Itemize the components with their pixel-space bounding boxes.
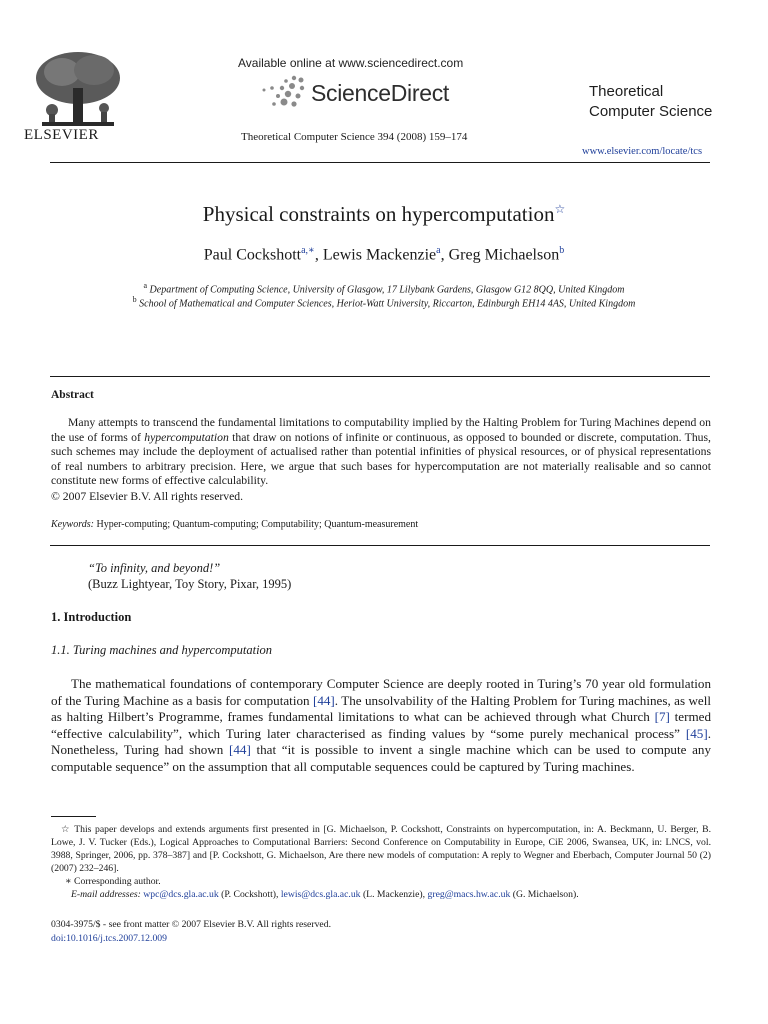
doi-link[interactable]: doi:10.1016/j.tcs.2007.12.009 <box>51 933 167 944</box>
author-name: Paul Cockshott <box>203 246 302 264</box>
paper-title: Physical constraints on hypercomputation☆ <box>202 202 566 226</box>
body-paragraph: The mathematical foundations of contemporary Computer Science are deeply rooted in Turing’s 70 year old formulation of the Turing Machine as a basis for computation [44]. The unsolvability of the Halting Problem for Turing machines, as well as halting Hilbert’s Programme, frames fundamental limitations to what can be achieved through what Church [7] termed “effective calculability”, which Turing later characterised as finding values by “some purely mechanical process” [45]. Nonetheless, Turing had shown [44] that “it is possible to invent a single machine which can be used to compute any computable sequence” on the assumption that all computable sequences could be captured by Turing machines. <box>51 676 711 774</box>
keywords: Keywords: Hyper-computing; Quantum-computing; Computability; Quantum-measurement <box>51 519 419 530</box>
author-affiliation-mark[interactable]: b <box>559 245 565 256</box>
corresponding-author-note: ∗ Corresponding author. <box>65 876 161 887</box>
journal-citation: Theoretical Computer Science 394 (2008) 159–174 <box>241 131 468 143</box>
header-divider <box>50 162 710 163</box>
abstract-bottom-divider <box>50 545 710 546</box>
journal-url-link[interactable]: www.elsevier.com/locate/tcs <box>582 146 703 157</box>
citation-link[interactable]: [44] <box>229 742 251 758</box>
abstract-top-divider <box>50 376 710 377</box>
author-affiliation-mark[interactable]: a,∗ <box>301 245 315 256</box>
title-footnote: ☆ This paper develops and extends arguments first presented in [G. Michaelson, P. Cockshott, Constraints on hypercomputation, in: A. Beckmann, U. Berger, B. Lowe, J. V. Tucker (Eds.), Logical Approaches to Computational Barriers: Second Conference on Computability in Europe, CiE 2006, Swansea, UK, in: LNCS, vol. 3988, Springer, 2006, pp. 378–387] and [P. Cockshott, G. Michaelson, Are there new models of computation: A reply to Wegner and Eberbach, Computer Journal 50 (2) (2007) 232–246]. <box>51 824 711 874</box>
available-online-text: Available online at www.sciencedirect.com <box>238 56 464 70</box>
journal-title: Theoretical Computer Science <box>589 83 713 120</box>
author-name: Lewis Mackenzie <box>322 246 437 264</box>
author-list: Paul Cockshott$^{a,∗}$, Lewis Mackenzie$^a$, Greg Michaelson$^b$ <box>203 245 565 264</box>
author-affiliation-mark[interactable]: a <box>436 245 441 256</box>
citation-link[interactable]: [7] <box>654 709 670 725</box>
sciencedirect-wordmark: ScienceDirect <box>311 80 449 106</box>
email-addresses: E-mail addresses: wpc@dcs.gla.ac.uk (P. Cockshott), lewis@dcs.gla.ac.uk (L. Mackenzie), greg@macs.hw.ac.uk (G. Michaelson). <box>71 889 579 900</box>
publisher-name: ELSEVIER <box>24 127 99 143</box>
subsection-heading: 1.1. Turing machines and hypercomputation <box>51 643 273 657</box>
email-link[interactable]: lewis@dcs.gla.ac.uk <box>280 889 361 900</box>
title-footnote-mark[interactable]: ☆ <box>554 202 566 216</box>
email-link[interactable]: greg@macs.hw.ac.uk <box>427 889 511 900</box>
epigraph: “To infinity, and beyond!” (Buzz Lightyear, Toy Story, Pixar, 1995) <box>88 561 292 591</box>
abstract-heading: Abstract <box>51 389 94 401</box>
citation-link[interactable]: [45] <box>685 725 708 741</box>
abstract-copyright: © 2007 Elsevier B.V. All rights reserved. <box>51 490 244 503</box>
affiliation-a: $^a$ Department of Computing Science, University of Glasgow, 17 Lilybank Gardens, Glasgow G12 8QQ, United Kingdom <box>143 281 625 296</box>
author-name: Greg Michaelson <box>448 246 560 264</box>
front-matter-note: 0304-3975/$ - see front matter © 2007 Elsevier B.V. All rights reserved. <box>51 919 331 930</box>
citation-link[interactable]: [44] <box>312 692 335 708</box>
footnote-divider <box>51 816 96 817</box>
affiliation-b: $^b$ School of Mathematical and Computer Sciences, Heriot-Watt University, Riccarton, Edinburgh EH14 4AS, United Kingdom <box>132 295 636 310</box>
sciencedirect-dots-icon <box>258 74 308 110</box>
email-link[interactable]: wpc@dcs.gla.ac.uk <box>143 889 219 900</box>
section-heading: 1. Introduction <box>51 610 132 624</box>
abstract-text: Many attempts to transcend the fundamental limitations to computability implied by the Halting Problem for Turing Machines depend on the use of forms of hypercomputation that draw on notions of infinite or continuous, as opposed to bounded or discrete, computation. Thus, such schemes may include the deployment of actualised rather than potential infinities of physical resources, or of physical representations of real numbers to arbitrary precision. Here, we argue that such bases for hypercomputation are not materially realisable and so cannot constitute new forms of effective calculability. <box>51 416 711 488</box>
